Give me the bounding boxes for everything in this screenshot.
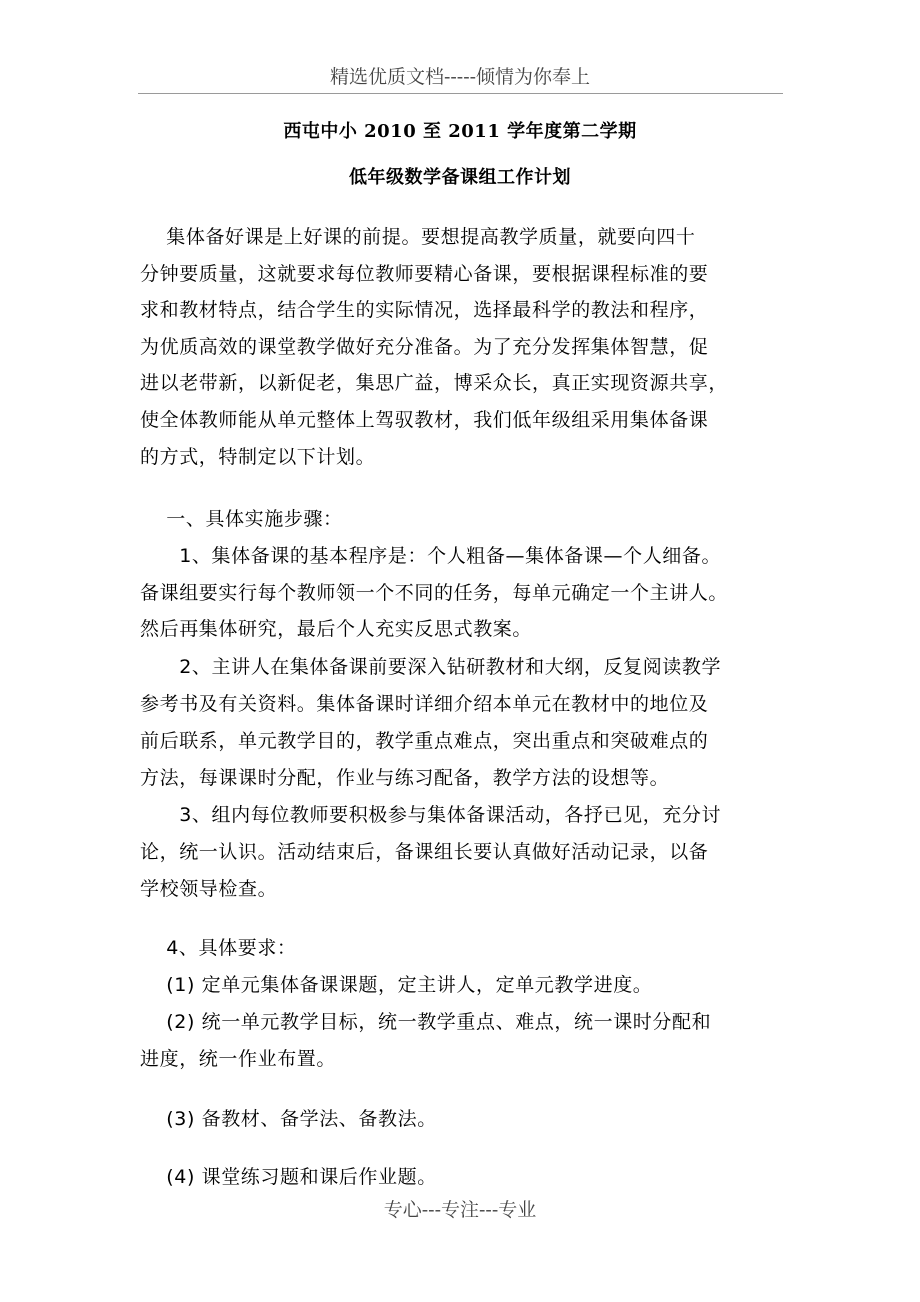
body-line: 为优质高效的课堂教学做好充分准备。为了充分发挥集体智慧，促 [140, 336, 709, 358]
body-line: 集体备好课是上好课的前提。要想提高教学质量，就要向四十 [140, 226, 696, 248]
body-line: 1、集体备课的基本程序是：个人粗备—集体备课—个人细备。 [140, 545, 722, 567]
body-line: 方法，每课课时分配，作业与练习配备，教学方法的设想等。 [140, 767, 670, 789]
body-line: 参考书及有关资料。集体备课时详细介绍本单元在教材中的地位及 [140, 693, 709, 715]
body-line: 求和教材特点，结合学生的实际情况，选择最科学的教法和程序， [140, 299, 709, 321]
body-line: 的方式，特制定以下计划。 [140, 446, 376, 468]
document-title-line2: 低年级数学备课组工作计划 [349, 167, 571, 188]
body-line: 3、组内每位教师要积极参与集体备课活动，各抒已见，充分讨 [140, 804, 722, 826]
list-item: (2) 统一单元教学目标，统一教学重点、难点，统一课时分配和 [140, 1011, 712, 1033]
body-line: 学校领导检查。 [140, 878, 278, 900]
body-line: 论，统一认识。活动结束后，备课组长要认真做好活动记录，以备 [140, 841, 709, 863]
page-header: 精选优质文档-----倾情为你奉上 [329, 66, 591, 88]
document-title-line1: 西屯中小 2010 至 2011 学年度第二学期 [283, 121, 637, 142]
body-line: 2、主讲人在集体备课前要深入钻研教材和大纲，反复阅读教学 [140, 656, 722, 678]
body-line: 备课组要实行每个教师领一个不同的任务，每单元确定一个主讲人。 [140, 582, 729, 604]
section-heading: 一、具体实施步骤： [140, 508, 343, 530]
list-item: (4) 课堂练习题和课后作业题。 [140, 1166, 437, 1188]
list-item: (3) 备教材、备学法、备教法。 [140, 1108, 437, 1130]
header-divider [138, 93, 783, 94]
body-line: 使全体教师能从单元整体上驾驭教材，我们低年级组采用集体备课 [140, 409, 709, 431]
body-line: 前后联系，单元教学目的，教学重点难点，突出重点和突破难点的 [140, 730, 709, 752]
body-line: 进度，统一作业布置。 [140, 1048, 337, 1070]
body-line: 然后再集体研究，最后个人充实反思式教案。 [140, 618, 533, 640]
section-heading: 4、具体要求： [140, 937, 297, 959]
page-footer: 专心---专注---专业 [383, 1199, 537, 1221]
body-line: 分钟要质量，这就要求每位教师要精心备课，要根据课程标准的要 [140, 263, 709, 285]
body-line: 进以老带新，以新促老，集思广益，博采众长，真正实现资源共享， [140, 372, 729, 394]
list-item: (1) 定单元集体备课课题，定主讲人，定单元教学进度。 [140, 974, 653, 996]
